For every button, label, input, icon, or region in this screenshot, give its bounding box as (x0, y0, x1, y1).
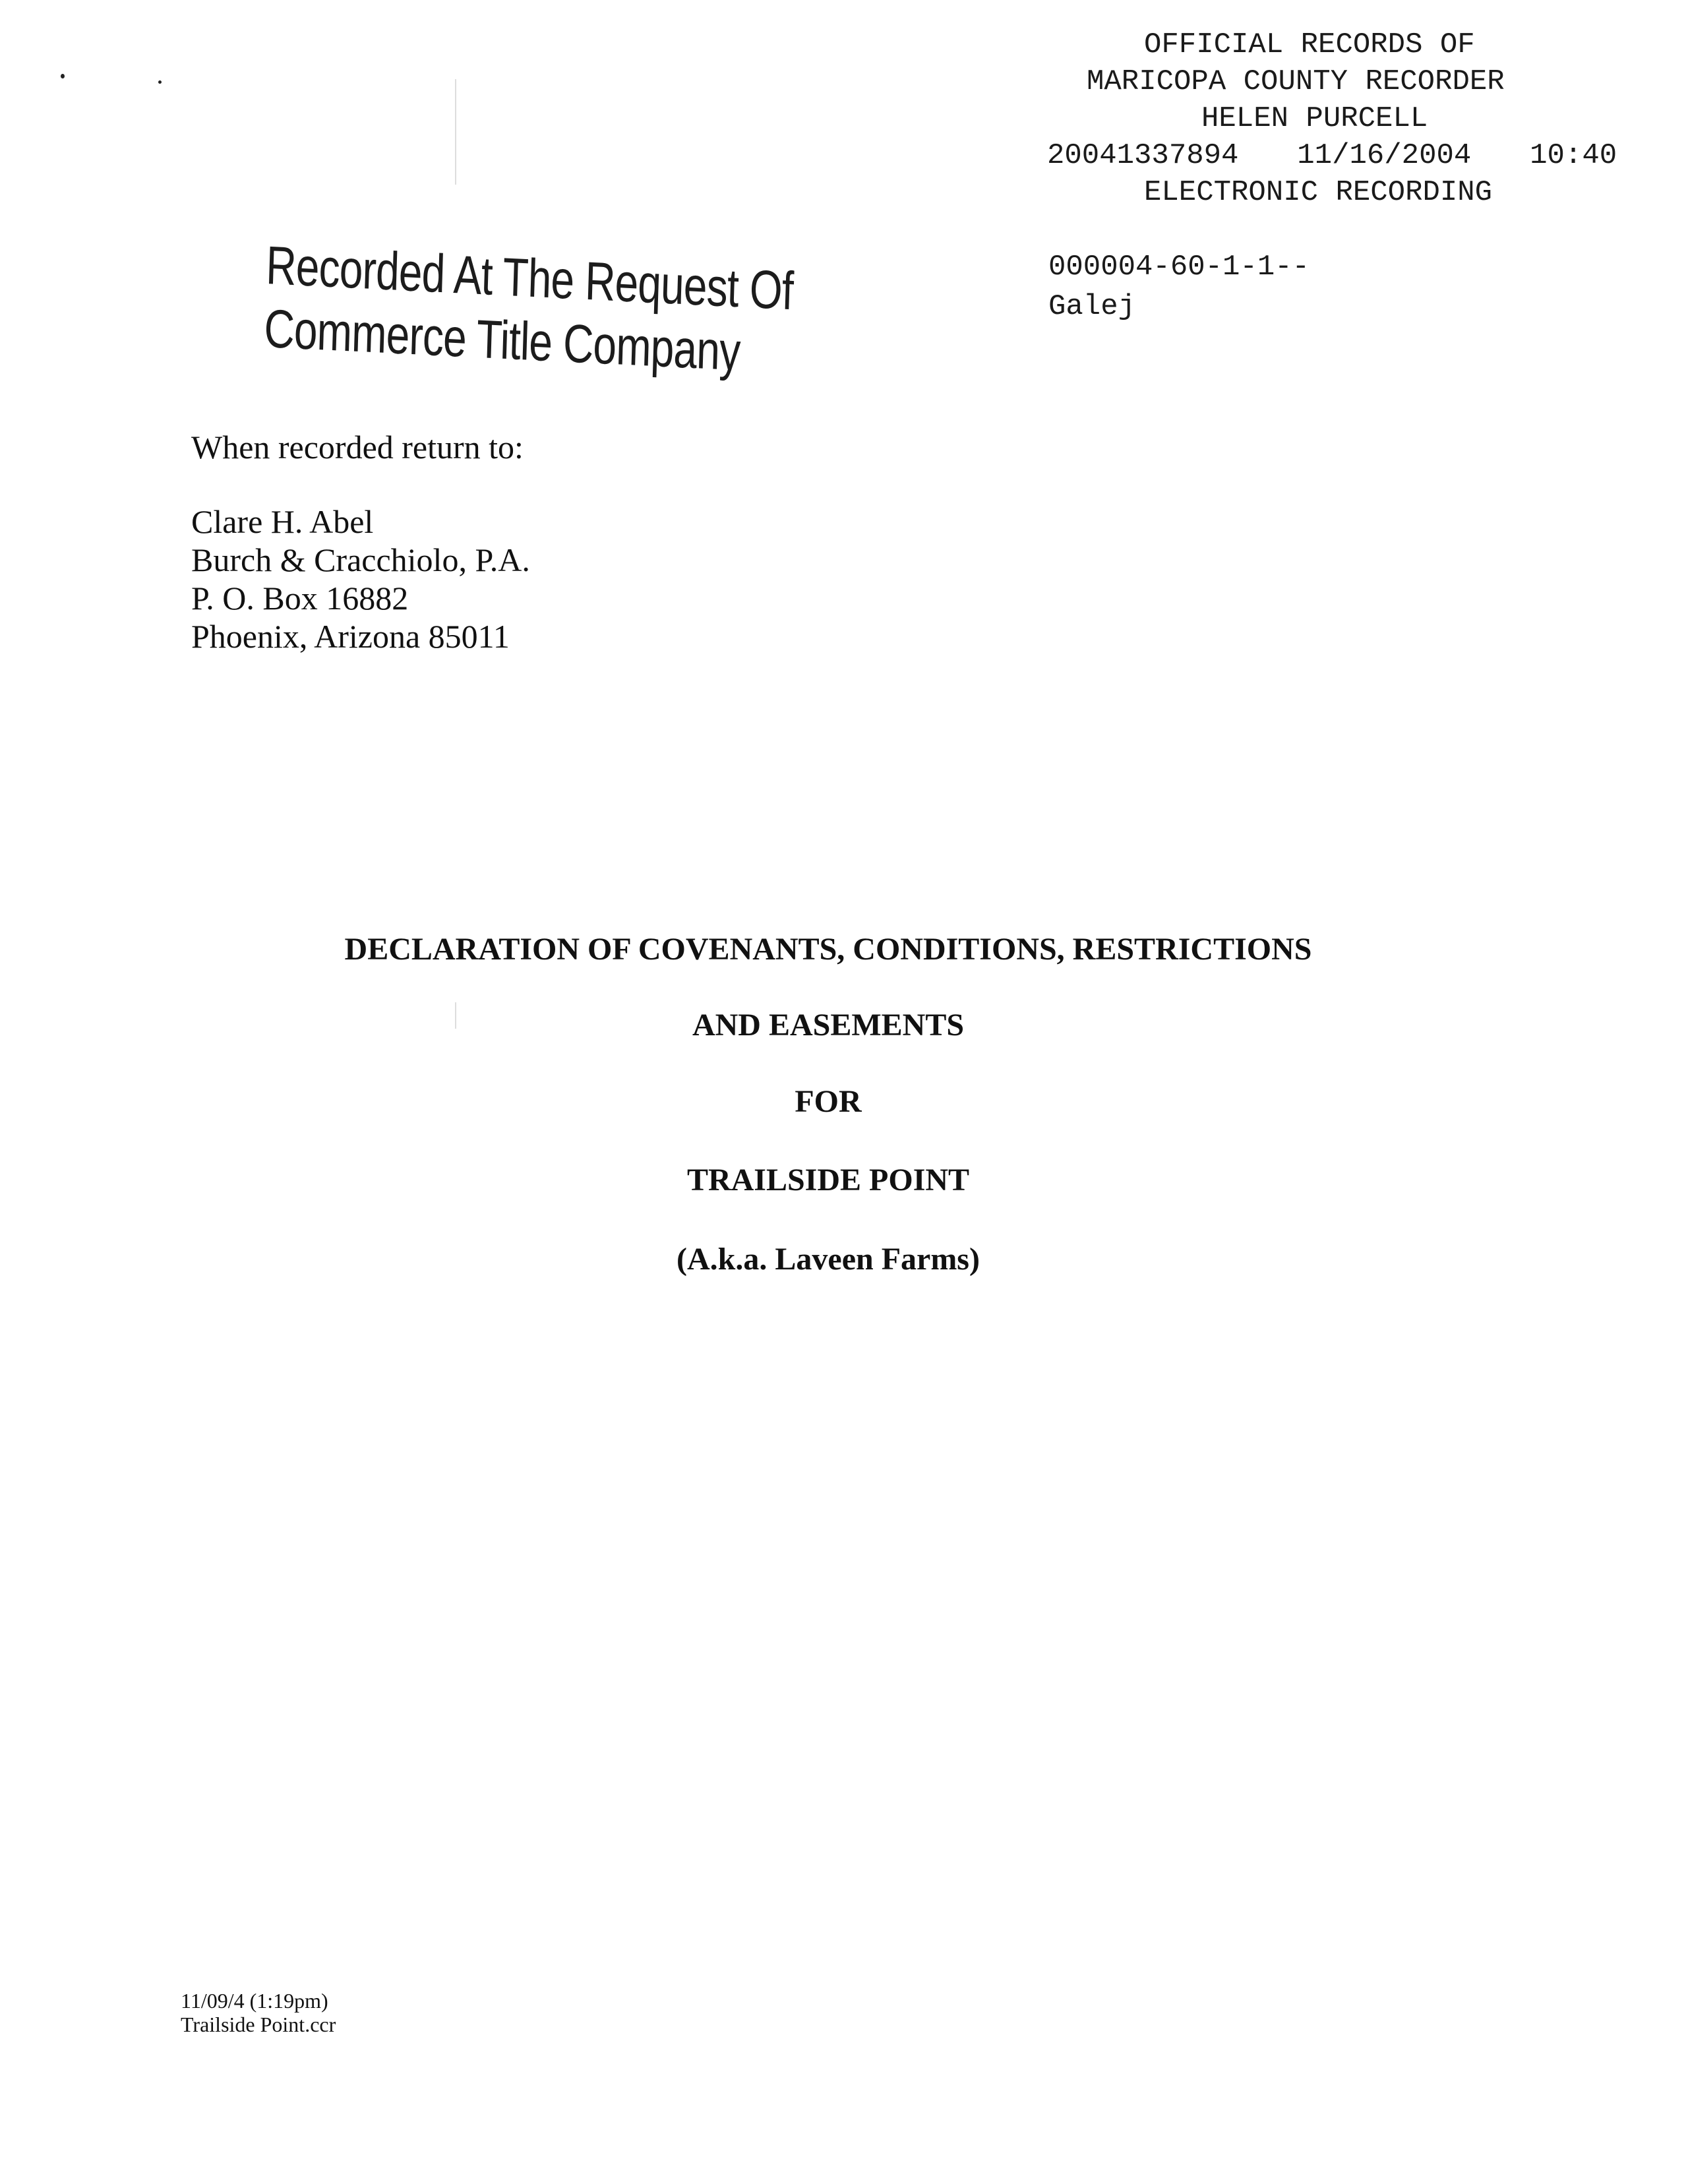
recording-number-line: 20041337894 11/16/2004 10:40 (1047, 139, 1617, 172)
request-stamp (263, 234, 795, 382)
request-stamp-line: Recorded At The Request Of (265, 235, 795, 322)
document-title: AND EASEMENTS (692, 1008, 965, 1043)
recorder-stamp (1042, 26, 1662, 211)
scan-mark (455, 79, 456, 185)
footer-filename: Trailside Point.ccr (181, 2013, 336, 2036)
footer-date: 11/09/4 (1:19pm) (181, 1989, 328, 2013)
document-title: TRAILSIDE POINT (686, 1163, 970, 1198)
document-code-number: 000004-60-1-1-- (1048, 251, 1310, 284)
document-code-clerk: Galej (1048, 290, 1136, 323)
request-stamp-line: Commerce Title Company (263, 298, 741, 382)
return-address (191, 502, 530, 655)
scan-speck (61, 74, 65, 78)
recorder-line: MARICOPA COUNTY RECORDER (1087, 65, 1505, 98)
document-title: FOR (795, 1084, 862, 1119)
document-code (1048, 247, 1310, 326)
recorder-line: OFFICIAL RECORDS OF (1144, 28, 1475, 61)
return-name: Clare H. Abel (191, 503, 374, 540)
document-title: DECLARATION OF COVENANTS, CONDITIONS, RESTRICTIONS (344, 932, 1312, 967)
recorder-line: HELEN PURCELL (1201, 102, 1428, 135)
return-to-label: When recorded return to: (191, 429, 524, 466)
return-po-box: P. O. Box 16882 (191, 580, 409, 617)
recorder-line: ELECTRONIC RECORDING (1144, 176, 1493, 209)
return-city: Phoenix, Arizona 85011 (191, 618, 510, 655)
footer (181, 1989, 336, 2036)
return-firm: Burch & Cracchiolo, P.A. (191, 541, 530, 578)
document-subtitle: (A.k.a. Laveen Farms) (677, 1242, 980, 1277)
scan-speck (158, 80, 162, 84)
